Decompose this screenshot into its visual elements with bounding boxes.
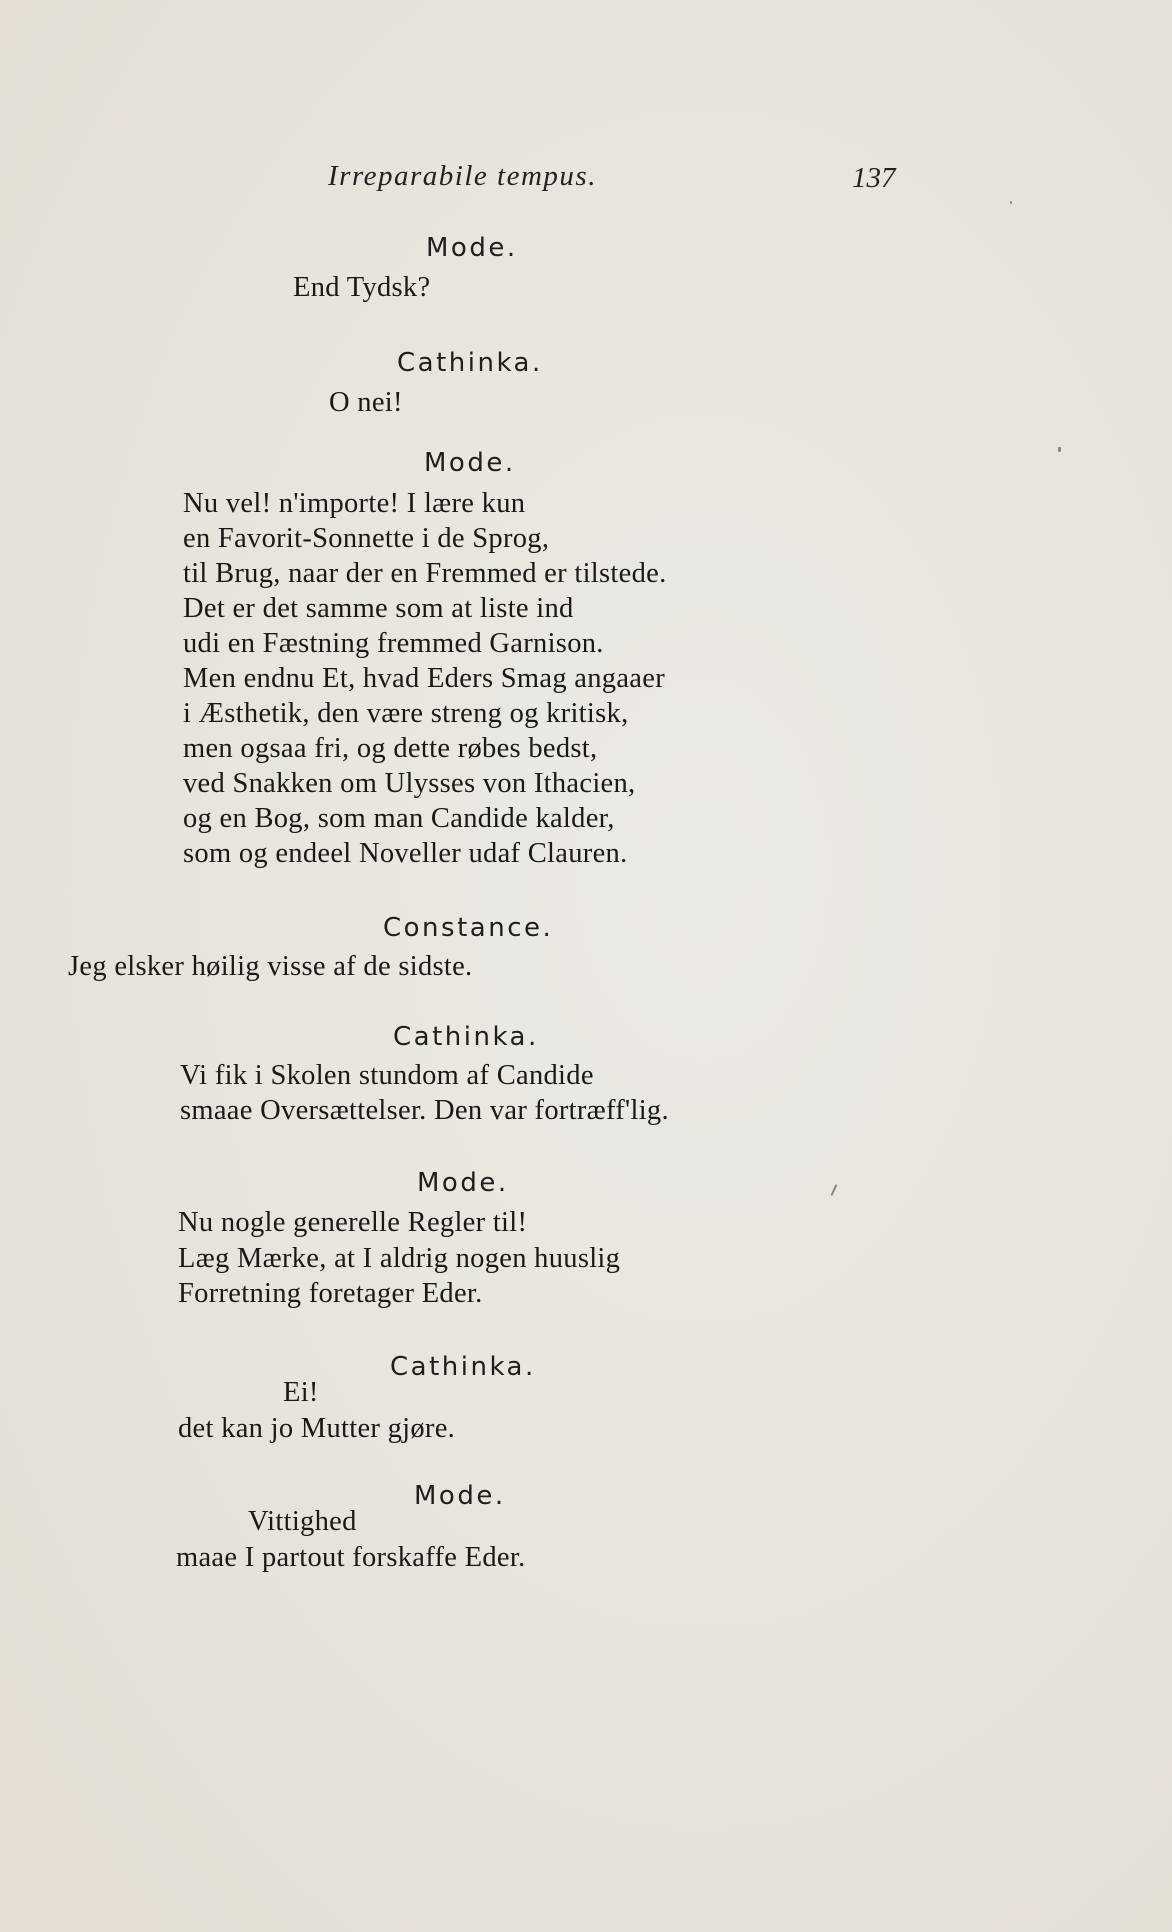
verse-line: udi en Fæstning fremmed Garnison. (183, 628, 604, 659)
paper-speck (831, 1184, 838, 1196)
verse-line: og en Bog, som man Candide kalder, (183, 803, 615, 834)
verse-line: i Æsthetik, den være streng og kritisk, (183, 698, 629, 729)
verse-line: ved Snakken om Ulysses von Ithacien, (183, 768, 636, 799)
speaker-name: Cathinka. (393, 1022, 539, 1052)
running-header-title: Irreparabile tempus. (328, 160, 597, 192)
verse-line: Men endnu Et, hvad Eders Smag angaaer (183, 663, 665, 694)
page-number: 137 (852, 162, 896, 194)
speaker-name: Cathinka. (390, 1352, 536, 1382)
speaker-name: Mode. (426, 233, 518, 263)
verse-line: Det er det samme som at liste ind (183, 593, 574, 624)
verse-line: Jeg elsker høilig visse af de sidste. (68, 951, 473, 982)
verse-line: til Brug, naar der en Fremmed er tilstede. (183, 558, 667, 589)
verse-line: en Favorit-Sonnette i de Sprog, (183, 523, 550, 554)
verse-line: O nei! (329, 387, 403, 418)
verse-line: Nu vel! n'importe! I lære kun (183, 488, 526, 519)
verse-line: Nu nogle generelle Regler til! (178, 1207, 528, 1238)
verse-line: Vittighed (248, 1506, 357, 1537)
verse-line: det kan jo Mutter gjøre. (178, 1413, 456, 1444)
speaker-name: Mode. (417, 1168, 509, 1198)
speaker-name: Cathinka. (397, 348, 543, 378)
paper-speck (1010, 201, 1012, 204)
verse-line: maae I partout forskaffe Eder. (176, 1542, 526, 1573)
verse-line: Forretning foretager Eder. (178, 1278, 483, 1309)
verse-line: Læg Mærke, at I aldrig nogen huuslig (178, 1243, 621, 1274)
verse-line: men ogsaa fri, og dette røbes bedst, (183, 733, 598, 764)
verse-line: End Tydsk? (293, 272, 431, 303)
paper-speck (1058, 447, 1061, 452)
speaker-name: Mode. (414, 1481, 506, 1511)
speaker-name: Constance. (383, 913, 554, 943)
verse-line: som og endeel Noveller udaf Clauren. (183, 838, 628, 869)
verse-line: Vi fik i Skolen stundom af Candide (180, 1060, 594, 1091)
speaker-name: Mode. (424, 448, 516, 478)
verse-line: smaae Oversættelser. Den var fortræff'lig. (180, 1095, 669, 1126)
verse-line: Ei! (283, 1377, 319, 1408)
